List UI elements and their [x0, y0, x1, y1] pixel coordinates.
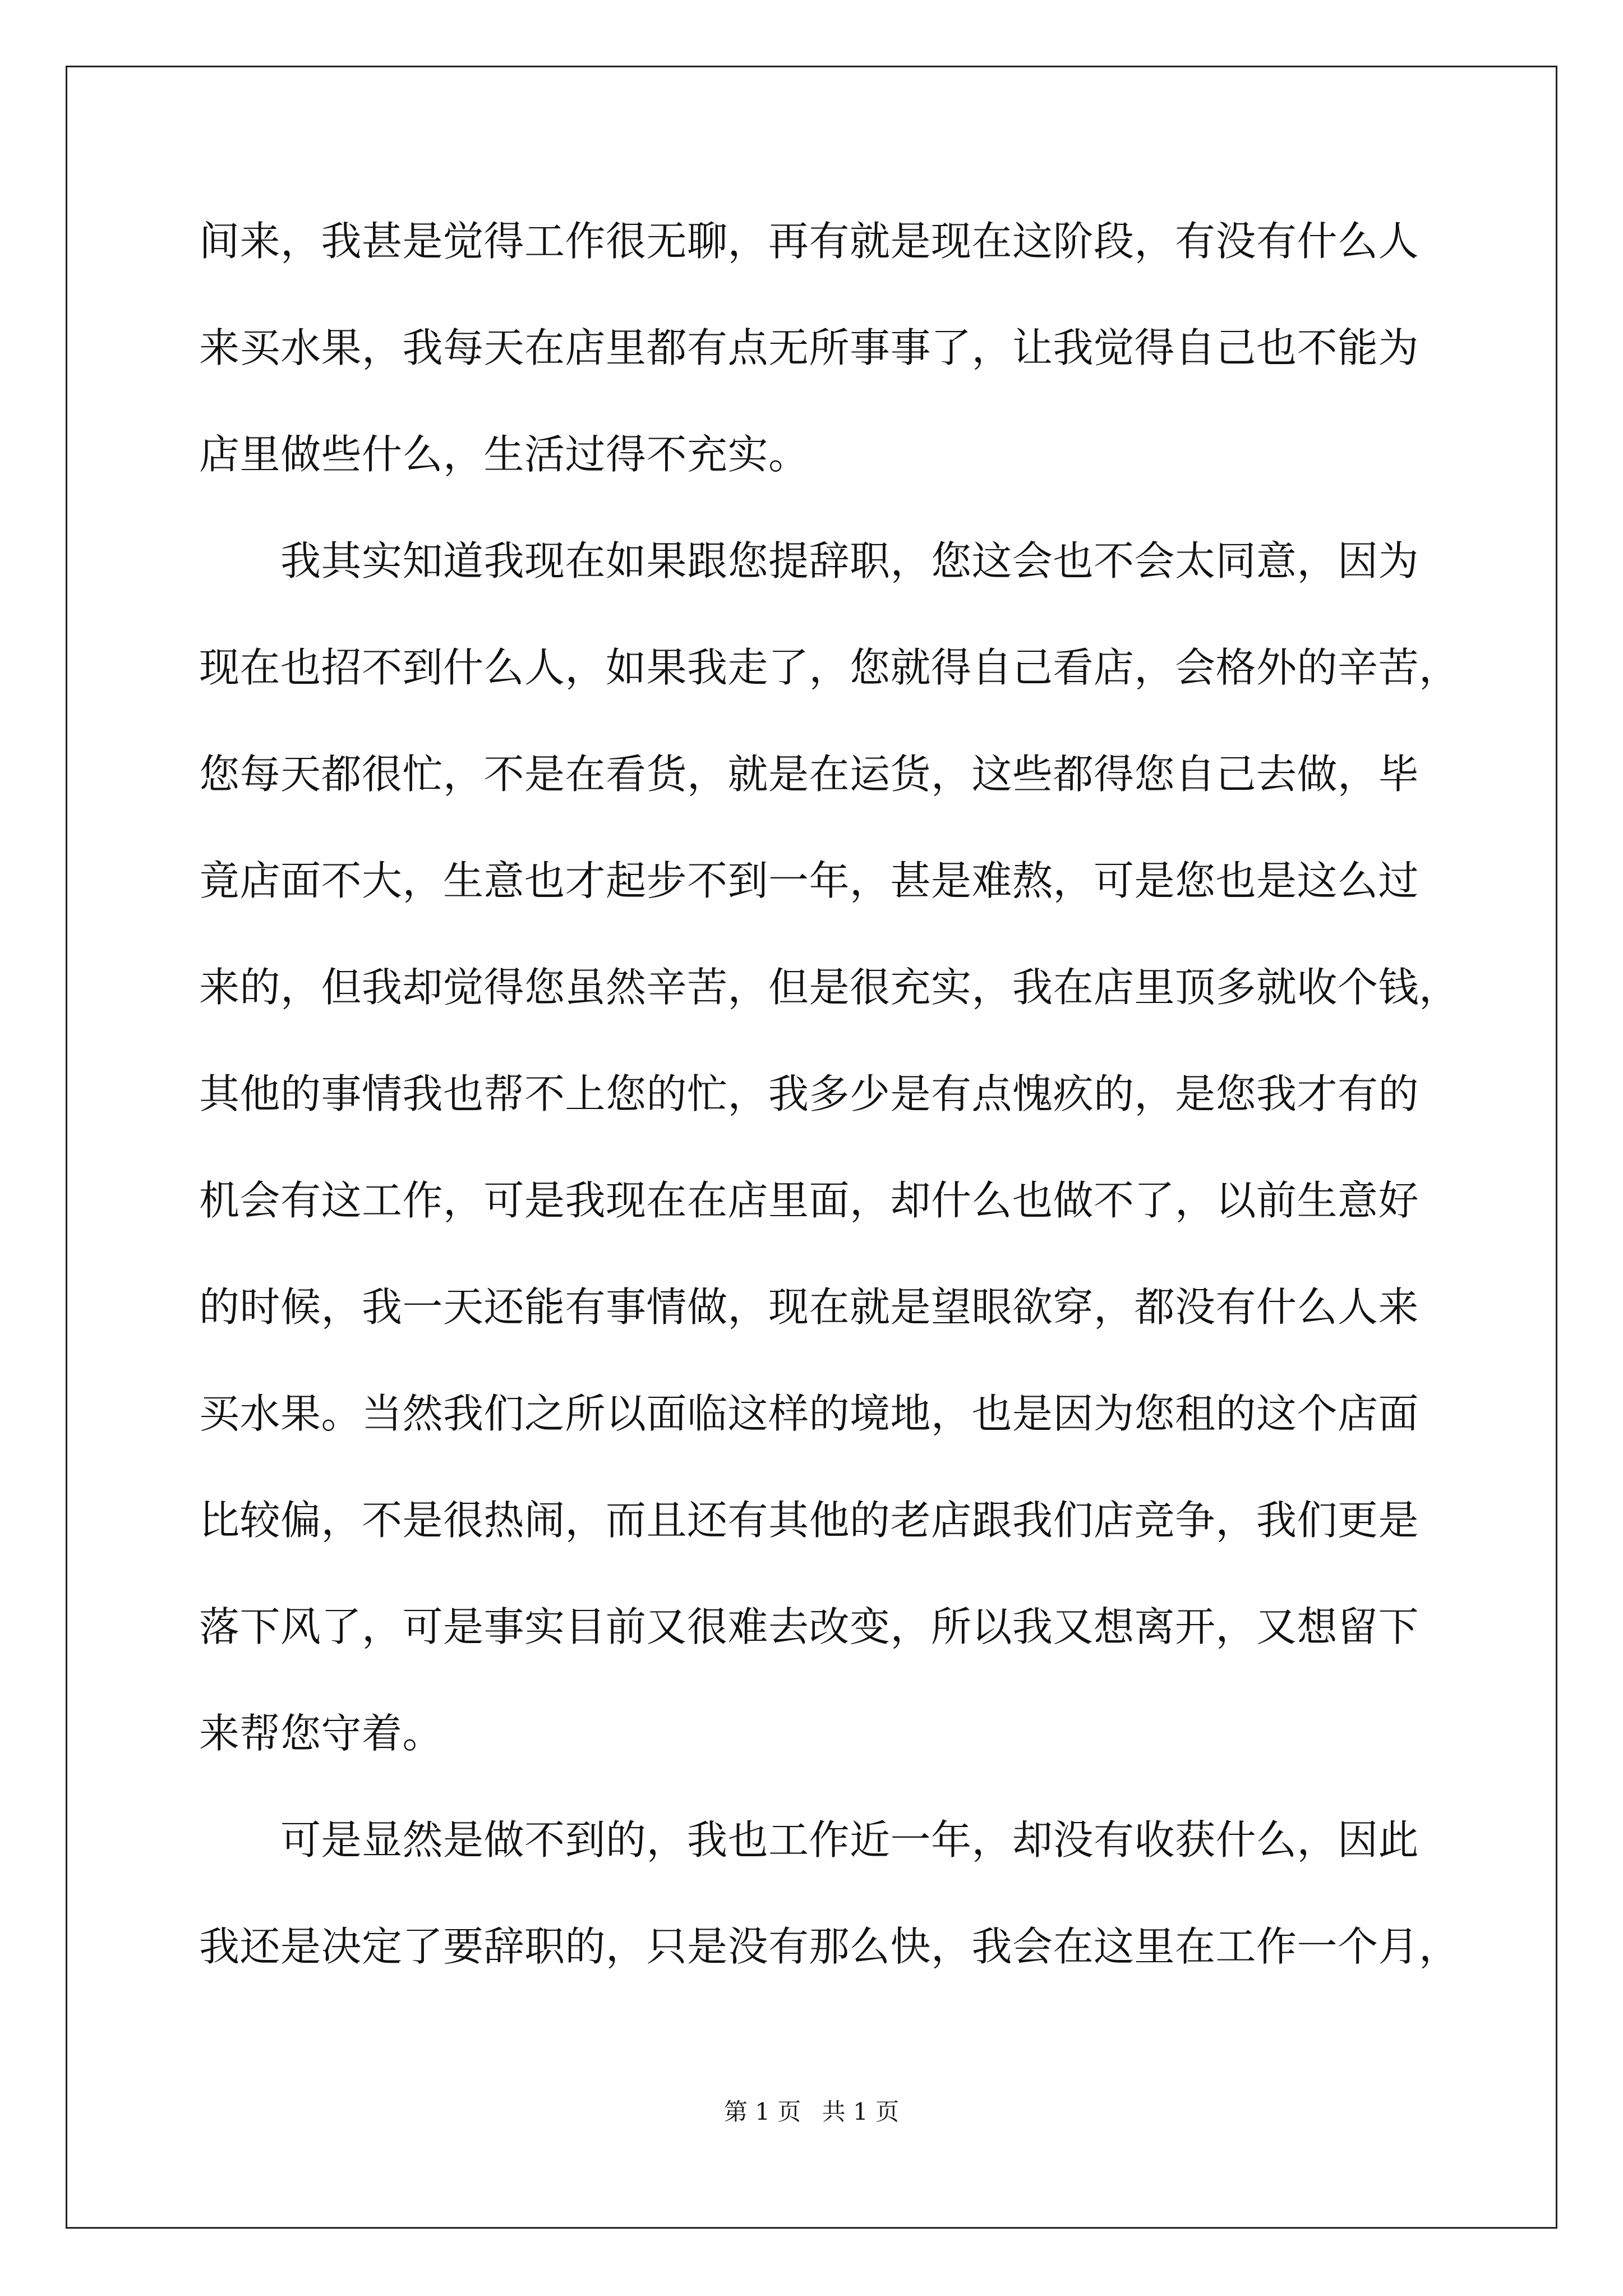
- page-footer: [0, 2095, 1623, 2129]
- text-line: 您每天都很忙，不是在看货，就是在运货，这些都得您自己去做，毕: [199, 751, 1419, 798]
- page-border: [66, 66, 1557, 2229]
- page-total: 共 1 页: [822, 2098, 900, 2125]
- text-line: 机会有这工作，可是我现在在店里面，却什么也做不了，以前生意好: [199, 1177, 1419, 1224]
- text-line: 来的，但我却觉得您虽然辛苦，但是很充实，我在店里顶多就收个钱，: [199, 964, 1460, 1011]
- text-line: 可是显然是做不到的，我也工作近一年，却没有收获什么，因此: [199, 1816, 1419, 1864]
- text-line: 间来，我甚是觉得工作很无聊，再有就是现在这阶段，有没有什么人: [199, 218, 1419, 265]
- text-line: 比较偏，不是很热闹，而且还有其他的老店跟我们店竞争，我们更是: [199, 1497, 1419, 1544]
- text-line: 落下风了，可是事实目前又很难去改变，所以我又想离开，又想留下: [199, 1603, 1419, 1650]
- text-line: 店里做些什么，生活过得不充实。: [199, 431, 809, 478]
- text-line: 来帮您守着。: [199, 1710, 444, 1757]
- text-line: 我还是决定了要辞职的，只是没有那么快，我会在这里在工作一个月，: [199, 1923, 1460, 1970]
- text-line: 我其实知道我现在如果跟您提辞职，您这会也不会太同意，因为: [199, 537, 1419, 585]
- text-line: 其他的事情我也帮不上您的忙，我多少是有点愧疚的，是您我才有的: [199, 1070, 1419, 1117]
- text-line: 的时候，我一天还能有事情做，现在就是望眼欲穿，都没有什么人来: [199, 1283, 1419, 1331]
- page-number: 第 1 页: [723, 2098, 801, 2125]
- text-line: 现在也招不到什么人，如果我走了，您就得自己看店，会格外的辛苦，: [199, 644, 1460, 691]
- text-line: 来买水果，我每天在店里都有点无所事事了，让我觉得自己也不能为: [199, 324, 1419, 371]
- text-line: 买水果。当然我们之所以面临这样的境地，也是因为您租的这个店面: [199, 1390, 1419, 1437]
- text-line: 竟店面不大，生意也才起步不到一年，甚是难熬，可是您也是这么过: [199, 857, 1419, 904]
